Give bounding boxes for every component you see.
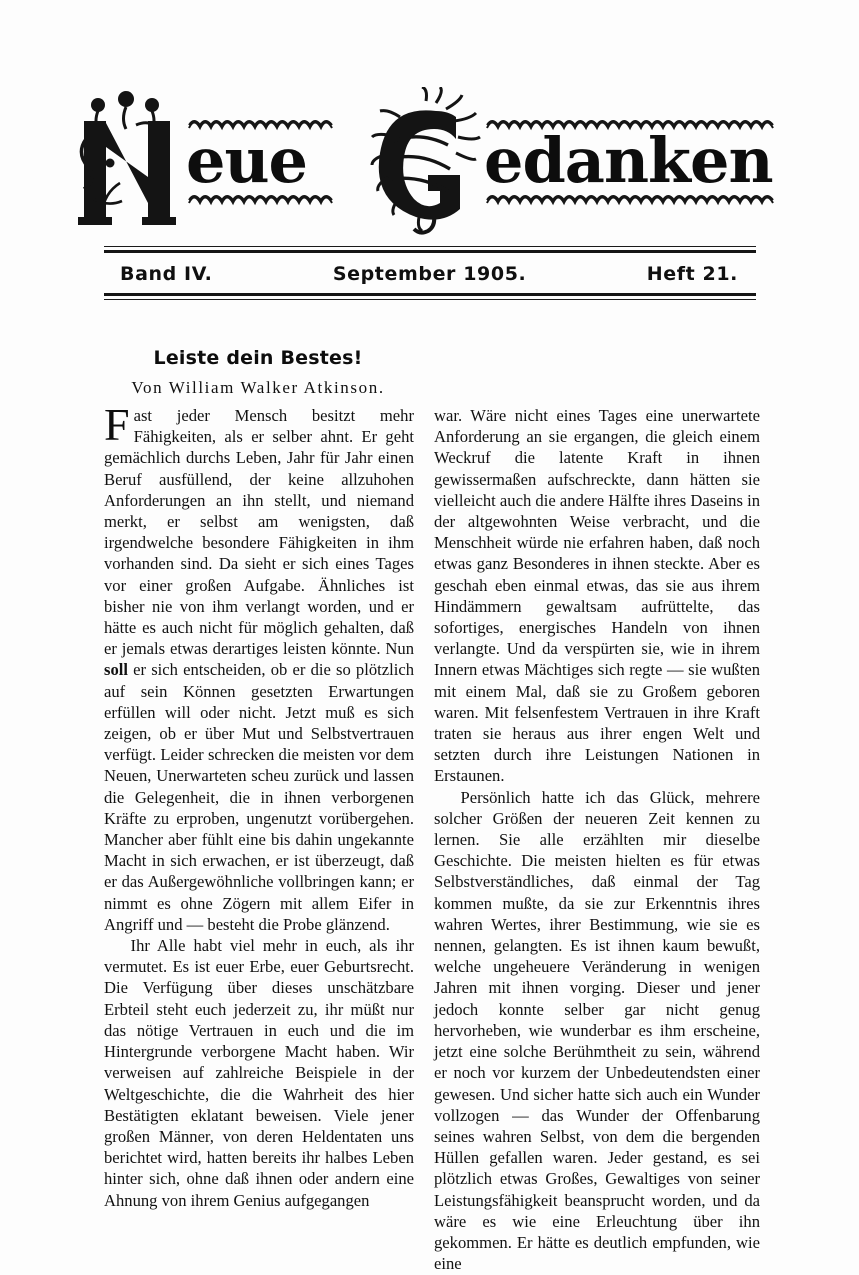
issue-rule-bottom: [104, 293, 756, 300]
column-right: [434, 405, 760, 1274]
column-left: [104, 399, 414, 1211]
masthead-word-gedanken: [370, 87, 784, 235]
masthead-gedanken-letters: edanken: [484, 124, 773, 198]
issue-date: September 1905.: [332, 263, 527, 285]
emphasis-soll: soll: [104, 660, 128, 680]
issue-line: [104, 258, 756, 290]
drop-cap: F: [104, 399, 130, 450]
issue-heft: Heft 21.: [646, 263, 738, 285]
masthead: [96, 86, 773, 236]
paragraph-4: Persönlich hatte ich das Glück, mehrere solcher Größen der neueren Zeit kennen zu lernen. Sie alle erzählten mir dieselbe Geschichte. Die meisten hielten es für etwas Selbstverständliches, daß einmal der Tag kommen mußte, da sie zur Erkenntnis ihres wahren Wertes, ihrer Bestimmung, wie sie es nennen, gelangten. Es ist ihnen kaum bewußt, welche ungeheuere Veränderung in wenigen Jahren mit ihnen vorging. Dieser und jener jedoch konnte selber gar nicht genug hervorheben, wie wunderbar es ihm erscheine, jetzt eine solche Berühmtheit zu sein, während er noch vor kurzem der Unbedeutendsten einer gewesen. Und sicher hatte sich auch ein Wunder vollzogen — das Wunder der Offenbarung seines wahren Selbst, von dem die bergenden Hüllen gefallen waren. Jeder gestand, es sei plötzlich etwas Großes, Gewaltiges von seiner Leistungsfähigkeit beansprucht worden, und da wäre es wie eine Erleuchtung über ihn gekommen. Er hätte es deutlich empfunden, wie eine: [434, 787, 760, 1274]
paragraph-1: [104, 399, 414, 935]
knot-ornament-band-icon: [484, 191, 784, 206]
masthead-word-neue: [76, 91, 344, 231]
paragraph-3: war. Wäre nicht eines Tages eine unerwartete Anforderung an sie ergangen, die gleich einem Weckruf die latente Kraft in ihnen gewissermaßen aufschreckte, dann hätten sie vielleicht auch die andere Hälfte ihres Daseins in der altgewohnten Weise verbracht, und die Menschheit würde nie erfahren haben, daß noch etwas ganz Besonderes in ihnen steckte. Aber es geschah eben einmal etwas, das sie aus ihrem Hindämmern gewaltsam aufrüttelte, das sofortiges, energisches Handeln von ihnen verlangte. Und da verspürten sie, wie in ihrem Innern etwas Mächtiges sich regte — sie wußten mit einem Mal, daß sie zu Großem geboren waren. Mit felsenfestem Vertrauen in ihre Kraft traten sie heraus aus ihrer engen Welt und setzten durch ihre Leistungen Nationen in Erstaunen.: [434, 406, 760, 786]
paragraph-1-text-a: ast jeder Mensch besitzt mehr Fähigkeiten, als er selber ahnt. Er geht gemächlich durchs Leben, Jahr für Jahr einen Beruf ausfüllend, der keine allzuhohen Anforderungen an ihn stellt, und niemand merkt, er selbst am wenigsten, daß irgendwelche besondere Fähigkeiten in ihm vorhanden sind. Da sieht er sich eines Tages vor einer großen Aufgabe. Ähnliches ist bisher nie von ihm verlangt worden, und er hätte es auch nicht für möglich gehalten, daß er jemals etwas derartiges leisten könnte. Nun: [104, 406, 414, 659]
masthead-neue-letters: eue: [186, 124, 307, 198]
issue-rule-top: [104, 246, 756, 253]
article-byline: Von William Walker Atkinson.: [131, 378, 385, 397]
article-body: [104, 399, 760, 1274]
knot-ornament-band-icon: [186, 191, 344, 206]
issue-band: Band IV.: [120, 263, 213, 285]
article-title: Leiste dein Bestes!: [153, 347, 363, 369]
paragraph-2: Ihr Alle habt viel mehr in euch, als ihr vermutet. Es ist euer Erbe, euer Geburtsrecht. Die Verfügung über dieses unschätzbare Erbteil steht euch jederzeit zu, ihr müßt nur das nötige Vertrauen in euch und die im Hintergrunde verborgene Macht haben. Wir verweisen auf zahlreiche Beispiele in der Weltgeschichte, die die Wahrheit des hier Bestätigten eklatant beweisen. Viele jener großen Männer, von deren Heldentaten uns berichtet wird, hatten bereits ihr halbes Leben hinter sich, ohne daß ihnen oder andern eine Ahnung von ihrem Genius aufgegangen: [104, 936, 414, 1210]
ornate-initial-g-icon: [370, 87, 482, 235]
ornate-initial-n-icon: [76, 91, 184, 231]
paragraph-1-text-b: er sich entscheiden, ob er die so plötzlich auf sein Können gesetzten Erwartungen erfüllen will oder nicht. Jetzt muß es sich zeigen, ob er über Mut und Selbstvertrauen verfügt. Leider schrecken die meisten vor dem Neuen, Unerwarteten scheu zurück und lassen die Gelegenheit, die in ihnen verborgenen Kräfte zu erproben, ungenutzt vorübergehen. Mancher aber fühlt eine bis dahin ungekannte Macht in sich erwachen, er ist überzeugt, daß er das Außergewöhnliche vollbringen kann; er nimmt es ohne Zögern mit allem Eifer in Angriff und — besteht die Probe glänzend.: [104, 660, 414, 934]
